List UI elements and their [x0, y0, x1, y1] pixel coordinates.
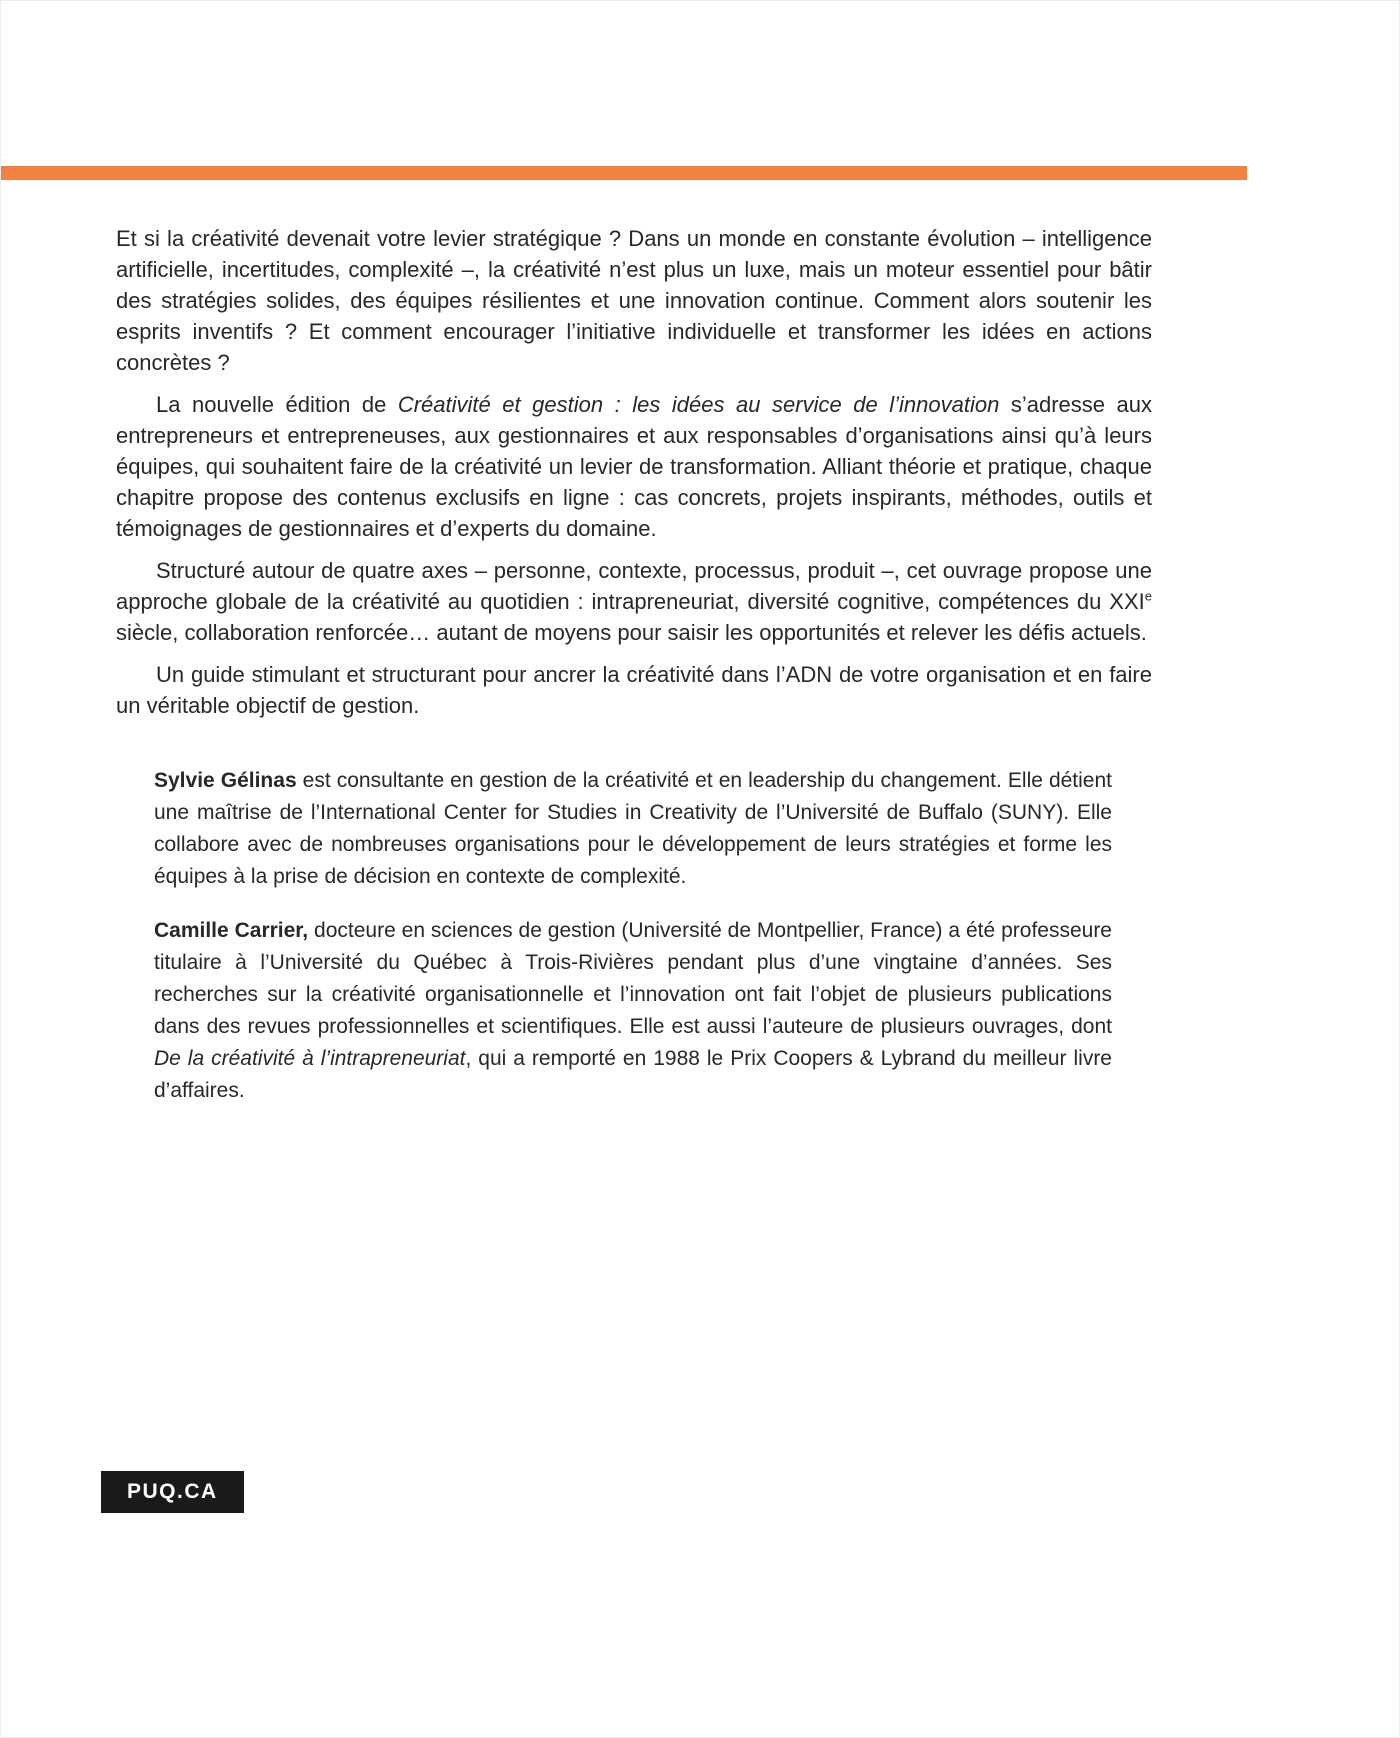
back-cover-paragraph: Un guide stimulant et structurant pour ancrer la créativité dans l’ADN de votre organisation et en faire un véritable objectif de gestion. — [116, 662, 1152, 718]
author-bios — [154, 765, 1112, 1107]
publisher-logo-label: PUQ.CA — [127, 1480, 218, 1503]
back-cover-paragraph: Et si la créativité devenait votre levier stratégique ? Dans un monde en constante évolution – intelligence artificielle, incertitudes, complexité –, la créativité n’est plus un luxe, mais un moteur essentiel pour bâtir des stratégies solides, des équipes résilientes et une innovation continue. Comment alors soutenir les esprits inventifs ? Et comment encourager l’initiative individuelle et transformer les idées en actions concrètes ? — [116, 226, 1152, 375]
author-bio: Camille Carrier, docteure en sciences de gestion (Université de Montpellier, France) a été professeure titulaire à l’Université du Québec à Trois-Rivières pendant plus d’une vingtaine d’années. Ses recherches sur la créativité organisationnelle et l’innovation ont fait l’objet de plusieurs publications dans des revues professionnelles et scientifiques. Elle est aussi l’auteure de plusieurs ouvrages, dont De la créativité à l’intrapreneuriat, qui a remporté en 1988 le Prix Coopers & Lybrand du meilleur livre d’affaires. — [154, 919, 1112, 1102]
back-cover-text — [116, 223, 1152, 1129]
publisher-logo — [101, 1471, 244, 1513]
author-bio: Sylvie Gélinas est consultante en gestion de la créativité et en leadership du changement. Elle détient une maîtrise de l’International Center for Studies in Creativity de l’Université de Buffalo (SUNY). Elle collabore avec de nombreuses organisations pour le développement de leurs stratégies et forme les équipes à la prise de décision en contexte de complexité. — [154, 769, 1112, 888]
back-cover-paragraph: Structuré autour de quatre axes – personne, contexte, processus, produit –, cet ouvrage propose une approche globale de la créativité au quotidien : intrapreneuriat, diversité cognitive, compétences du XXIe siècle, collaboration renforcée… autant de moyens pour saisir les opportunités et relever les défis actuels. — [116, 558, 1152, 645]
back-cover-paragraph: La nouvelle édition de Créativité et gestion : les idées au service de l’innovation s’adresse aux entrepreneurs et entrepreneuses, aux gestionnaires et aux responsables d’organisations ainsi qu’à leurs équipes, qui souhaitent faire de la créativité un levier de transformation. Alliant théorie et pratique, chaque chapitre propose des contenus exclusifs en ligne : cas concrets, projets inspirants, méthodes, outils et témoignages de gestionnaires et d’experts du domaine. — [116, 392, 1153, 541]
accent-bar — [1, 166, 1247, 180]
